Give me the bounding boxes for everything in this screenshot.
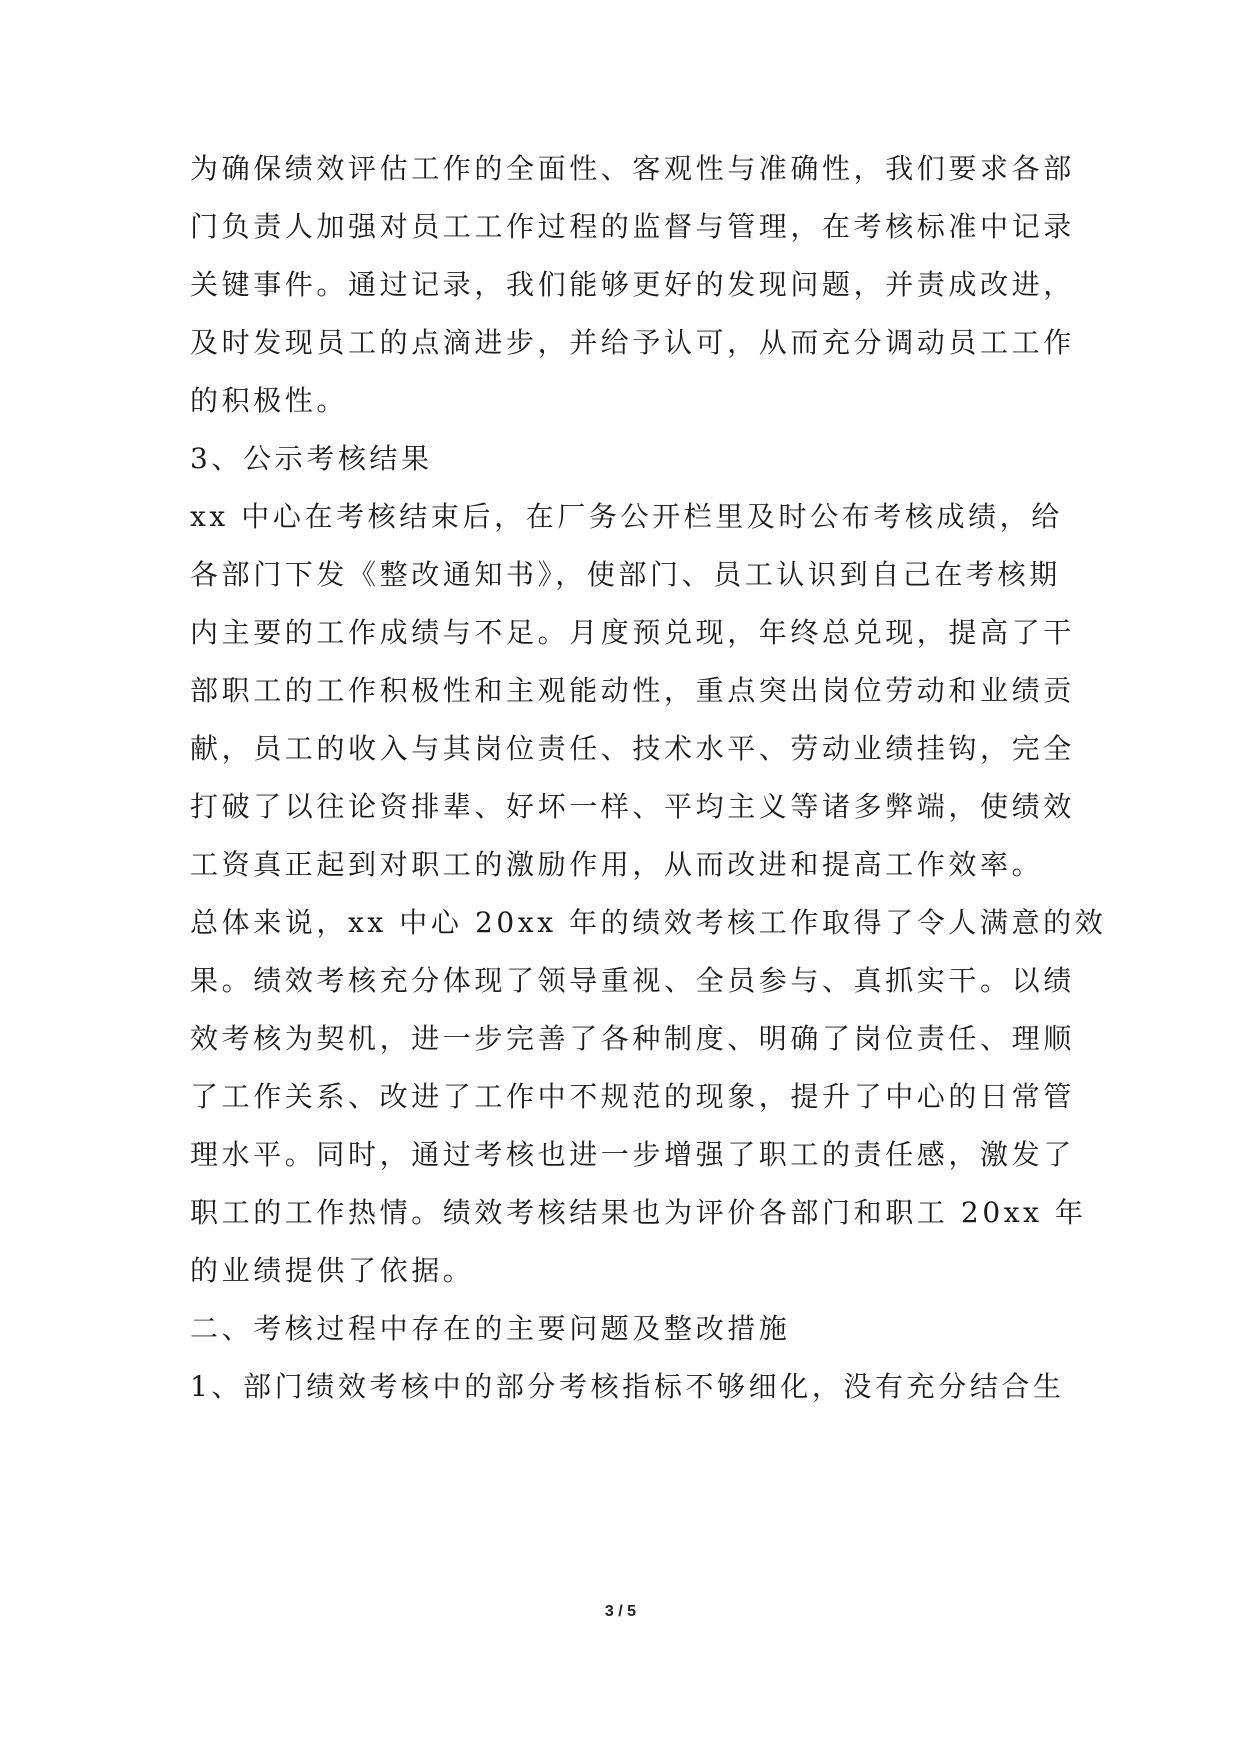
text-line: 1、部门绩效考核中的部分考核指标不够细化，没有充分结合生 (190, 1370, 1065, 1403)
text-line: 的积极性。 (190, 384, 349, 417)
page-number: 3 / 5 (604, 1603, 637, 1620)
text-line: 二、考核过程中存在的主要问题及整改措施 (190, 1312, 791, 1345)
text-line: 部职工的工作积极性和主观能动性，重点突出岗位劳动和业绩贡 (190, 674, 1075, 707)
text-line: 内主要的工作成绩与不足。月度预兑现，年终总兑现，提高了干 (190, 616, 1075, 649)
text-line: xx 中心在考核结束后，在厂务公开栏里及时公布考核成绩，给 (190, 500, 1063, 533)
text-line: 为确保绩效评估工作的全面性、客观性与准确性，我们要求各部 (190, 152, 1075, 185)
text-line: 果。绩效考核充分体现了领导重视、全员参与、真抓实干。以绩 (190, 964, 1075, 997)
text-line: 的业绩提供了依据。 (190, 1254, 475, 1287)
text-line: 及时发现员工的点滴进步，并给予认可，从而充分调动员工工作 (190, 326, 1075, 359)
text-line: 理水平。同时，通过考核也进一步增强了职工的责任感，激发了 (190, 1138, 1075, 1171)
text-line: 总体来说，xx 中心 20xx 年的绩效考核工作取得了令人满意的效 (190, 906, 1107, 939)
text-line: 了工作关系、改进了工作中不规范的现象，提升了中心的日常管 (190, 1080, 1075, 1113)
text-line: 工资真正起到对职工的激励作用，从而改进和提高工作效率。 (190, 848, 1044, 881)
text-line: 打破了以往论资排辈、好坏一样、平均主义等诸多弊端，使绩效 (190, 790, 1075, 823)
text-line: 职工的工作热情。绩效考核结果也为评价各部门和职工 20xx 年 (190, 1196, 1087, 1229)
text-line: 门负责人加强对员工工作过程的监督与管理，在考核标准中记录 (190, 210, 1075, 243)
text-line: 关键事件。通过记录，我们能够更好的发现问题，并责成改进， (190, 268, 1075, 301)
text-line: 效考核为契机，进一步完善了各种制度、明确了岗位责任、理顺 (190, 1022, 1075, 1055)
text-line: 3、公示考核结果 (190, 442, 433, 475)
text-line: 各部门下发《整改通知书》，使部门、员工认识到自己在考核期 (190, 558, 1061, 591)
text-line: 献，员工的收入与其岗位责任、技术水平、劳动业绩挂钩，完全 (190, 732, 1075, 765)
